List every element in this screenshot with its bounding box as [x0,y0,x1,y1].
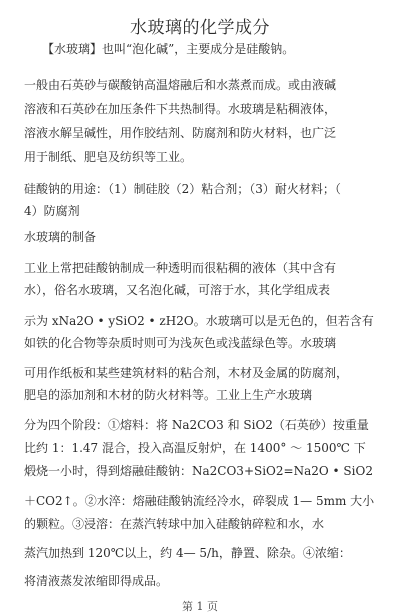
para4-line-5: 的颗粒。③浸溶：在蒸汽转球中加入硅酸钠碎粒和水，水 [24,517,325,531]
para4-line-6: 蒸汽加热到 120℃以上，约 4— 5/h，静置、除杂。④浓缩： [24,546,351,560]
intro-line: 【水玻璃】也叫“泡化碱”，主要成分是硅酸钠。 [42,42,295,56]
page-title: 水玻璃的化学成分 [130,18,270,38]
uses-line-1: 硅酸钠的用途：（1）制硅胶（2）粘合剂；（3）耐火材料；（ [24,182,341,196]
heading-preparation: 水玻璃的制备 [24,230,97,244]
para1-line-3: 溶液水解呈碱性，用作胶结剂、防腐剂和防火材料，也广泛 [24,126,337,140]
para1-line-4: 用于制纸、肥皂及纺织等工业。 [24,150,193,164]
para4-line-7: 将清液蒸发浓缩即得成品。 [24,574,169,588]
para4-line-1: 分为四个阶段：①熔料：将 Na2CO3 和 SiO2（石英砂）按重量 [24,418,369,432]
uses-line-2: 4）防腐剂 [24,204,80,218]
para1-line-1: 一般由石英砂与碳酸钠高温熔融后和水蒸煮而成。或由液碱 [24,78,337,92]
para2-line-2: 水），俗名水玻璃，又名泡化碱，可溶于水，其化学组成表 [24,283,331,297]
para4-line-4: ＋CO2↑。②水淬：熔融硅酸钠流经冷水，碎裂成 1— 5mm 大小 [24,494,375,508]
para4-line-2: 比约 1：1.47 混合，投入高温反射炉，在 1400° ～ 1500℃ 下 [24,441,366,455]
para3-line-1: 可用作纸板和某些建筑材料的粘合剂，木材及金属的防腐剂， [24,366,349,380]
para2-line-1: 工业上常把硅酸钠制成一种透明而很粘稠的液体（其中含有 [24,261,337,275]
para2-line-3: 示为 xNa2O • ySiO2 • zH2O。水玻璃可以是无色的，但若含有 [24,314,374,328]
page-footer: 第 1 页 [182,600,218,613]
para2-line-4: 如铁的化合物等杂质时则可为浅灰色或浅蓝绿色等。水玻璃 [24,336,337,350]
para4-line-3: 煅烧一小时，得到熔融硅酸钠：Na2CO3+SiO2=Na2O • SiO2 [24,464,373,478]
para1-line-2: 溶液和石英砂在加压条件下共热制得。水玻璃是粘稠液体， [24,102,337,116]
para3-line-2: 肥皂的添加剂和木材的防火材料等。工业上生产水玻璃 [24,388,313,402]
